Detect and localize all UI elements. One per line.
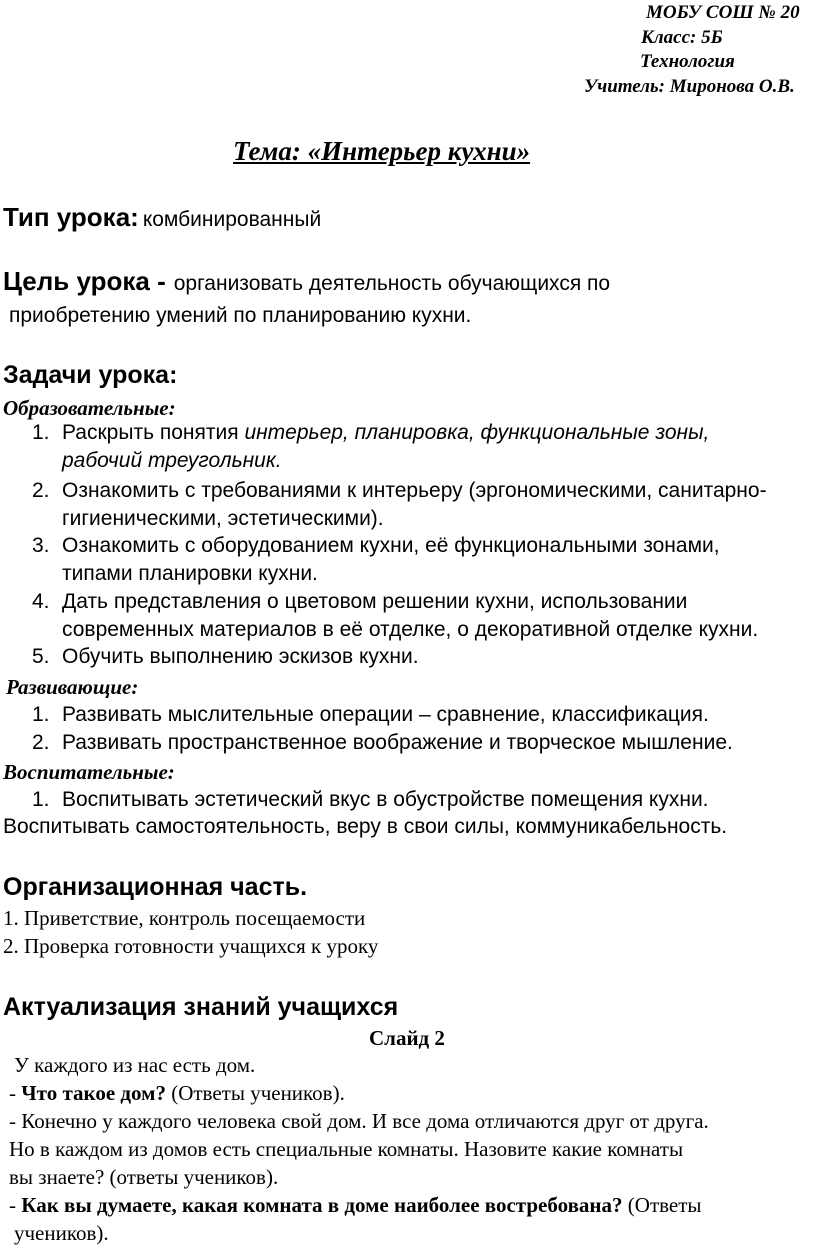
question-rest: (Ответы [622,1193,702,1217]
list-item [32,703,709,727]
list-item-cont: современных материалов в её отделке, о декоративной отделке кухни. [62,618,759,641]
org-part-item-2: 2. Проверка готовности учащихся к уроку [3,934,379,958]
list-text: Дать представления о цветовом решении кухни, использовании [62,590,688,613]
list-number: 1. [32,421,50,444]
list-text: Раскрыть понятия [62,421,239,444]
list-text: Ознакомить с требованиями к интерьеру (эргономическими, санитарно- [62,479,767,502]
dash: - [9,1081,22,1105]
list-text: Развивать пространственное воображение и творческое мышление. [62,731,733,754]
list-item-cont: рабочий треугольник. [62,449,282,472]
list-item [32,788,709,812]
school-name: МОБУ СОШ № 20 [646,2,800,23]
list-number: 1. [32,788,50,811]
org-part-item-1: 1. Приветствие, контроль посещаемости [3,906,366,930]
question-rest: (Ответы учеников). [165,1081,345,1105]
question-2 [9,1193,702,1218]
paragraph: У каждого из нас есть дом. [14,1053,256,1077]
list-item [32,645,419,669]
list-item [32,534,720,558]
lesson-type-label: Тип урока: [3,202,139,232]
list-item [32,731,733,755]
list-item [32,421,709,445]
list-text: Обучить выполнению эскизов кухни. [62,645,419,668]
lesson-goal-line1: организовать деятельность обучающихся по [173,272,611,295]
list-number: 1. [32,703,50,726]
question-2-cont: учеников). [14,1221,109,1245]
list-text: Развивать мыслительные операции – сравнение, классификация. [62,703,709,726]
actualization-title: Актуализация знаний учащихся [3,993,399,1021]
lesson-goal-line2: приобретению умений по планированию кухни. [9,304,472,327]
teacher-label: Учитель: Миронова О.В. [584,76,795,97]
list-item-cont: типами планировки кухни. [62,562,318,585]
list-item [32,479,767,503]
list-text-italic: интерьер, планировка, функциональные зоны, [244,421,710,444]
question-bold: Как вы думаете, какая комната в доме наиболее востребована? [21,1193,623,1217]
list-text: Ознакомить с оборудованием кухни, её функциональными зонами, [62,534,720,557]
tasks-title: Задачи урока: [3,361,178,389]
lesson-goal [3,266,610,297]
upbringing-extra: Воспитывать самостоятельность, веру в свои силы, коммуникабельность. [3,815,728,838]
list-number: 4. [32,590,50,613]
upbringing-label: Воспитательные: [3,760,175,784]
list-item [32,590,687,614]
list-number: 2. [32,731,50,754]
list-number: 3. [32,534,50,557]
page-title: Тема: «Интерьер кухни» [233,136,531,166]
lesson-type [3,202,321,233]
developing-label: Развивающие: [6,675,139,699]
list-number: 5. [32,645,50,668]
org-part-title: Организационная часть. [3,873,308,901]
question-1 [9,1081,345,1106]
slide-label: Слайд 2 [369,1026,445,1050]
list-number: 2. [32,479,50,502]
lesson-goal-label: Цель урока - [3,266,166,296]
paragraph-line: вы знаете? (ответы учеников). [9,1165,279,1189]
lesson-type-value: комбинированный [142,208,322,231]
list-item-cont: гигиеническими, эстетическими). [62,507,384,530]
educational-label: Образовательные: [3,396,176,420]
subject-label: Технология [640,51,735,72]
list-text: Воспитывать эстетический вкус в обустройстве помещения кухни. [62,788,709,811]
question-bold: Что такое дом? [21,1081,166,1105]
paragraph-line: Но в каждом из домов есть специальные комнаты. Назовите какие комнаты [9,1137,684,1161]
class-label: Класс: 5Б [641,27,723,48]
paragraph-line: - Конечно у каждого человека свой дом. И все дома отличаются друг от друга. [9,1109,709,1133]
dash: - [9,1193,22,1217]
